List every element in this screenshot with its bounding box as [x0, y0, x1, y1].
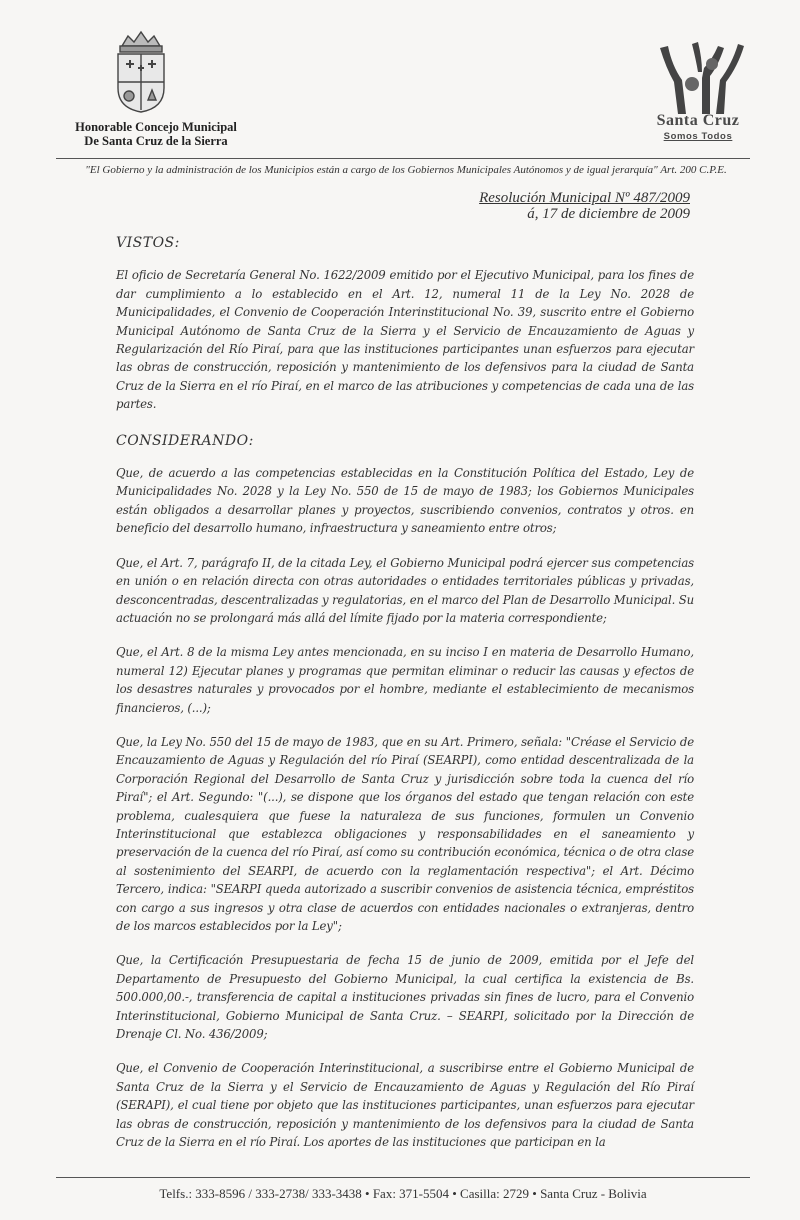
logo-wordmark: Santa Cruz: [656, 112, 740, 129]
considerando-paragraph-1: Que, de acuerdo a las competencias establecidas en la Constitución Política del Estado, Ley de Municipalidades No. 2028 y la Ley No. 550 de 15 de mayo de 1983; los Gobiernos Municipales están obligados a desarrollar planes y proyectos, suscribiendo convenios, contratos y otros. en beneficio del desarrollo humano, infraestructura y saneamiento entre otros;: [116, 466, 694, 536]
considerando-heading: CONSIDERANDO:: [116, 432, 254, 449]
header-divider: [56, 158, 750, 159]
considerando-paragraph-2: Que, el Art. 7, parágrafo II, de la citada Ley, el Gobierno Municipal podrá ejercer sus competencias en unión o en relación directa con otras autoridades o entidades territoriales públicas y privadas, desconcentradas, descentralizadas y regulatorias, en el marco del Plan de Desarrollo Municipal. Su actuación no se prolongará más allá del límite fijado por la materia correspondiente;: [116, 555, 694, 625]
considerando-paragraph-3: Que, el Art. 8 de la misma Ley antes mencionada, en su inciso I en materia de Desarrollo Humano, numeral 12) Ejecutar planes y programas que permitan eliminar o reducir las causas y efectos de los desastres naturales y provocados por el hombre, mediante el establecimiento de mecanismos financieros, (...);: [116, 645, 694, 715]
constitution-quote: "El Gobierno y la administración de los Municipios están a cargo de los Gobiernos Municipales Autónomos y de igual jerarquía" Art. 200 C.P.E.: [85, 164, 727, 176]
vistos-paragraph: El oficio de Secretaría General No. 1622/2009 emitido por el Ejecutivo Municipal, para los fines de dar cumplimiento a lo establecido en el Art. 12, numeral 11 de la Ley No. 2028 de Municipalidades, el Convenio de Cooperación Interinstitucional No. 39, suscrito entre el Gobierno Municipal Autónomo de Santa Cruz de la Sierra y el Servicio de Encauzamiento de Aguas y Regularización del Río Piraí, para que las instituciones participantes unan esfuerzos para ejecutar las obras de construcción, reposición y mantenimiento de los defensivos para la ciudad de Santa Cruz de la Sierra en el río Piraí, en el marco de las atribuciones y competencias de cada una de las partes.: [116, 268, 694, 412]
considerando-paragraph-6: Que, el Convenio de Cooperación Interinstitucional, a suscribirse entre el Gobierno Municipal de Santa Cruz de la Sierra y el Servicio de Encauzamiento de Aguas y Regulación del Río Piraí (SERAPI), el cual tiene por objeto que las instituciones participantes, unan esfuerzos para ejecutar las obras de construcción, reposición y mantenimiento de los defensivos para la ciudad de Santa Cruz de la Sierra en el río Piraí. Los aportes de las instituciones que participan en la: [116, 1061, 694, 1150]
resolution-title: Resolución Municipal Nº 487/2009: [479, 190, 690, 206]
contact-footer: Telfs.: 333-8596 / 333-2738/ 333-3438 • Fax: 371-5504 • Casilla: 2729 • Santa Cruz - Bolivia: [159, 1186, 647, 1201]
considerando-paragraph-5: Que, la Certificación Presupuestaria de fecha 15 de junio de 2009, emitida por el Jefe del Departamento de Presupuesto del Gobierno Municipal, la cual certifica la existencia de Bs. 500.000,00.-, transferencia de capital a instituciones privadas sin fines de lucro, para el Convenio Interinstitucional, Gobierno Municipal de Santa Cruz. – SEARPI, solicitado por la Dirección de Drenaje Cl. No. 436/2009;: [116, 953, 694, 1042]
considerando-paragraph-4: Que, la Ley No. 550 del 15 de mayo de 1983, que en su Art. Primero, señala: "Créase el Servicio de Encauzamiento de Aguas y Regulación del río Piraí (SEARPI), como entidad descentralizada de la Corporación Regional del Desarrollo de Santa Cruz y jurisdicción sobre toda la cuenca del río Piraí"; el Art. Segundo: "(...), se dispone que los órganos del estado que tengan relación con este problema, cualesquiera que fuese la naturaleza de sus funciones, formulen un Convenio Interinstitucional que establezca obligaciones y responsabilidades en el saneamiento y preservación de la cuenca del río Piraí, así como su contribución económica, técnica o de otra clase al sostenimiento del SEARPI, de acuerdo con la reglamentación respectiva"; el Art. Décimo Tercero, indica: "SEARPI queda autorizado a suscribir convenios de asistencia técnica, empréstitos con cargo a sus ingresos y otra clase de acuerdos con entidades nacionales o extranjeras, dentro de los marcos establecidos por la Ley";: [116, 734, 694, 933]
vistos-heading: VISTOS:: [116, 235, 180, 251]
resolution-date: á, 17 de diciembre de 2009: [527, 206, 690, 222]
council-line-1: Honorable Concejo Municipal: [75, 120, 237, 134]
coat-of-arms-icon: [112, 30, 170, 114]
document-body: [116, 234, 694, 1167]
footer-divider: [56, 1177, 750, 1178]
council-line-2: De Santa Cruz de la Sierra: [84, 134, 228, 148]
logo-tagline: Somos Todos: [663, 131, 733, 142]
council-name: [56, 120, 256, 148]
